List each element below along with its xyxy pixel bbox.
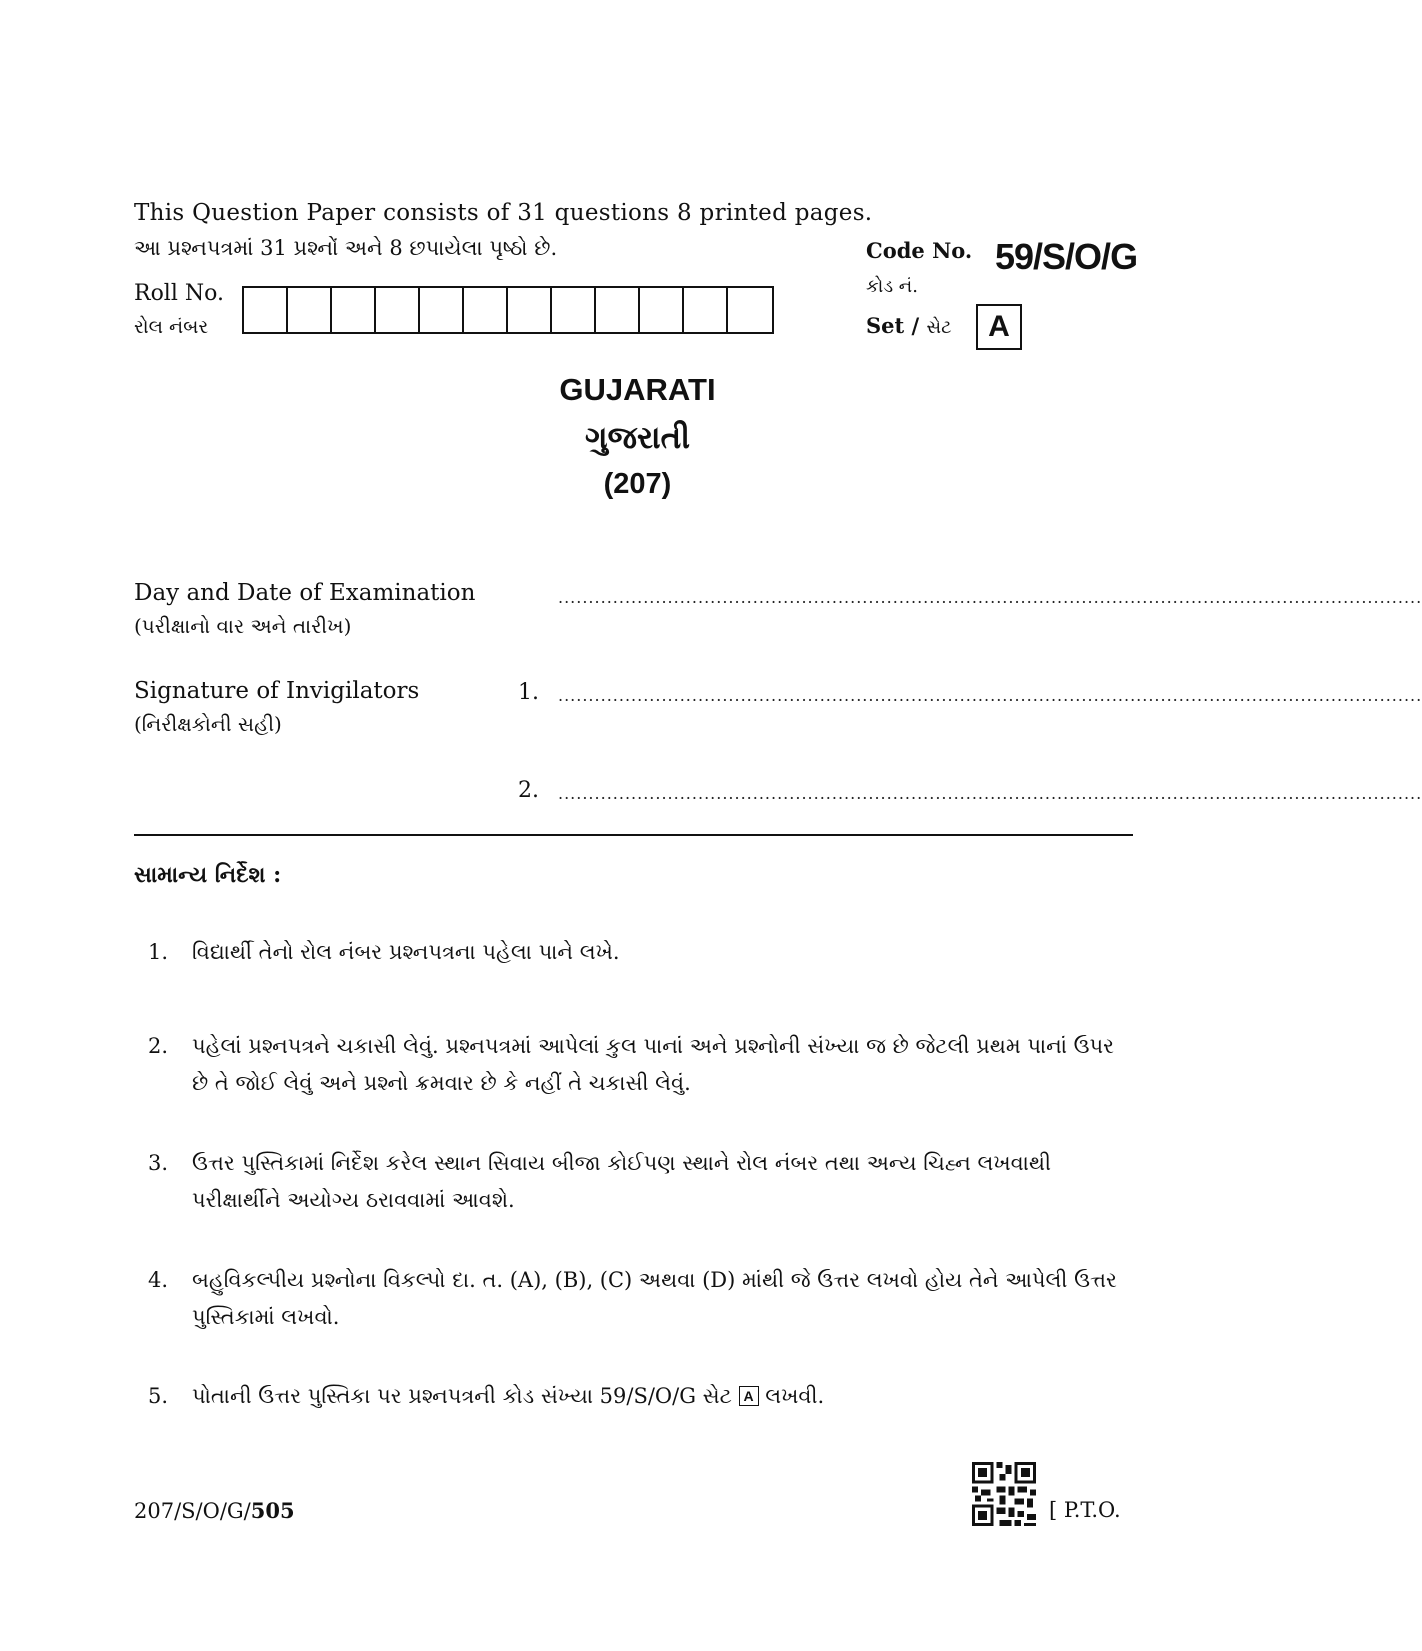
invigilator-signature-label: Signature of Invigilators xyxy=(134,678,420,704)
instruction-number-4: 4. xyxy=(148,1268,169,1292)
instruction-text-5-before: પોતાની ઉત્તર પુસ્તિકા પર પ્રશ્નપત્રની કોડ સંખ્યા 59/S/O/G સેટ xyxy=(192,1384,732,1408)
please-turn-over: [ P.T.O. xyxy=(1049,1498,1121,1522)
intro-gujarati: આ પ્રશ્નપત્રમાં 31 પ્રશ્નોં અને 8 છપાયેલા પૃષ્ઠો છે. xyxy=(134,236,558,260)
roll-digit-box[interactable] xyxy=(552,288,596,332)
instructions-heading: સામાન્ય નિર્દેશ : xyxy=(134,862,282,888)
signature-field-2[interactable]: .............................................................................................................................................. xyxy=(558,784,1422,803)
set-label-english: Set / xyxy=(866,313,920,338)
exam-date-field[interactable]: .............................................................................................................................................. xyxy=(558,588,1422,607)
roll-digit-box[interactable] xyxy=(332,288,376,332)
roll-digit-box[interactable] xyxy=(288,288,332,332)
roll-number-boxes[interactable] xyxy=(242,286,774,334)
instruction-text-5-after: લખવી. xyxy=(765,1384,825,1408)
instruction-number-2: 2. xyxy=(148,1034,169,1058)
set-label xyxy=(866,313,952,338)
section-divider xyxy=(134,834,1133,836)
exam-date-label: Day and Date of Examination xyxy=(134,580,476,606)
instruction-number-3: 3. xyxy=(148,1151,169,1175)
qr-code-icon xyxy=(972,1462,1036,1526)
roll-digit-box[interactable] xyxy=(508,288,552,332)
roll-digit-box[interactable] xyxy=(376,288,420,332)
roll-number-label-gujarati: રોલ નંબર xyxy=(134,316,209,338)
roll-number-label: Roll No. xyxy=(134,281,224,306)
exam-date-label-gujarati: (પરીક્ષાનો વાર અને તારીખ) xyxy=(134,614,352,638)
set-label-gujarati: સેટ xyxy=(926,317,952,338)
roll-digit-box[interactable] xyxy=(244,288,288,332)
instruction-text-1: વિદ્યાર્થી તેનો રોલ નંબર પ્રશ્નપત્રના પહેલા પાને લખે. xyxy=(192,940,620,964)
signature-field-1[interactable]: .............................................................................................................................................. xyxy=(558,686,1422,705)
instruction-text-5 xyxy=(192,1378,1134,1415)
instruction-text-3: ઉત્તર પુસ્તિકામાં નિર્દેશ કરેલ સ્થાન સિવાય બીજા કોઈપણ સ્થાને રોલ નંબર તથા અન્ય ચિહ્ન લખવાથી પરીક્ષાર્થીને અયોગ્ય ઠરાવવામાં આવશે. xyxy=(192,1151,1051,1212)
paper-code-footer xyxy=(134,1498,295,1523)
instruction-text-2: પહેલાં પ્રશ્નપત્રને ચકાસી લેવું. પ્રશ્નપત્રમાં આપેલાં કુલ પાનાં અને પ્રશ્નોની સંખ્યા જ છે જેટલી પ્રથમ પાનાં ઉપર છે તે જોઈ લેવું અને પ્રશ્નો ક્રમવાર છે કે નહીં તે ચકાસી લેવું. xyxy=(192,1034,1114,1095)
roll-digit-box[interactable] xyxy=(464,288,508,332)
set-value-box: A xyxy=(976,304,1022,350)
roll-digit-box[interactable] xyxy=(640,288,684,332)
subject-title: GUJARATI xyxy=(559,372,716,407)
instruction-number-5: 5. xyxy=(148,1384,169,1408)
set-code-box: A xyxy=(739,1386,759,1406)
roll-digit-box[interactable] xyxy=(728,288,772,332)
instruction-text-4: બહુવિકલ્પીય પ્રશ્નોના વિકલ્પો દા. ત. (A), (B), (C) અથવા (D) માંથી જે ઉત્તર લખવો હોય તેને આપેલી ઉત્તર પુસ્તિકામાં લખવો. xyxy=(192,1268,1117,1329)
subject-code: (207) xyxy=(603,468,672,500)
paper-code-bold: 505 xyxy=(250,1498,295,1523)
roll-digit-box[interactable] xyxy=(596,288,640,332)
paper-code-prefix: 207/S/O/G/ xyxy=(134,1499,251,1523)
signature-number-1: 1. xyxy=(518,680,539,705)
subject-title-gujarati: ગુજરાતી xyxy=(585,420,690,455)
invigilator-signature-label-gujarati: (નિરીક્ષકોની સહી) xyxy=(134,712,282,736)
instruction-number-1: 1. xyxy=(148,940,169,964)
signature-number-2: 2. xyxy=(518,778,539,803)
intro-english: This Question Paper consists of 31 questions 8 printed pages. xyxy=(134,200,873,226)
roll-digit-box[interactable] xyxy=(684,288,728,332)
roll-digit-box[interactable] xyxy=(420,288,464,332)
code-number-label: Code No. xyxy=(866,238,973,263)
code-number-label-gujarati: કોડ નં. xyxy=(866,276,918,297)
code-number-value: 59/S/O/G xyxy=(995,236,1138,277)
